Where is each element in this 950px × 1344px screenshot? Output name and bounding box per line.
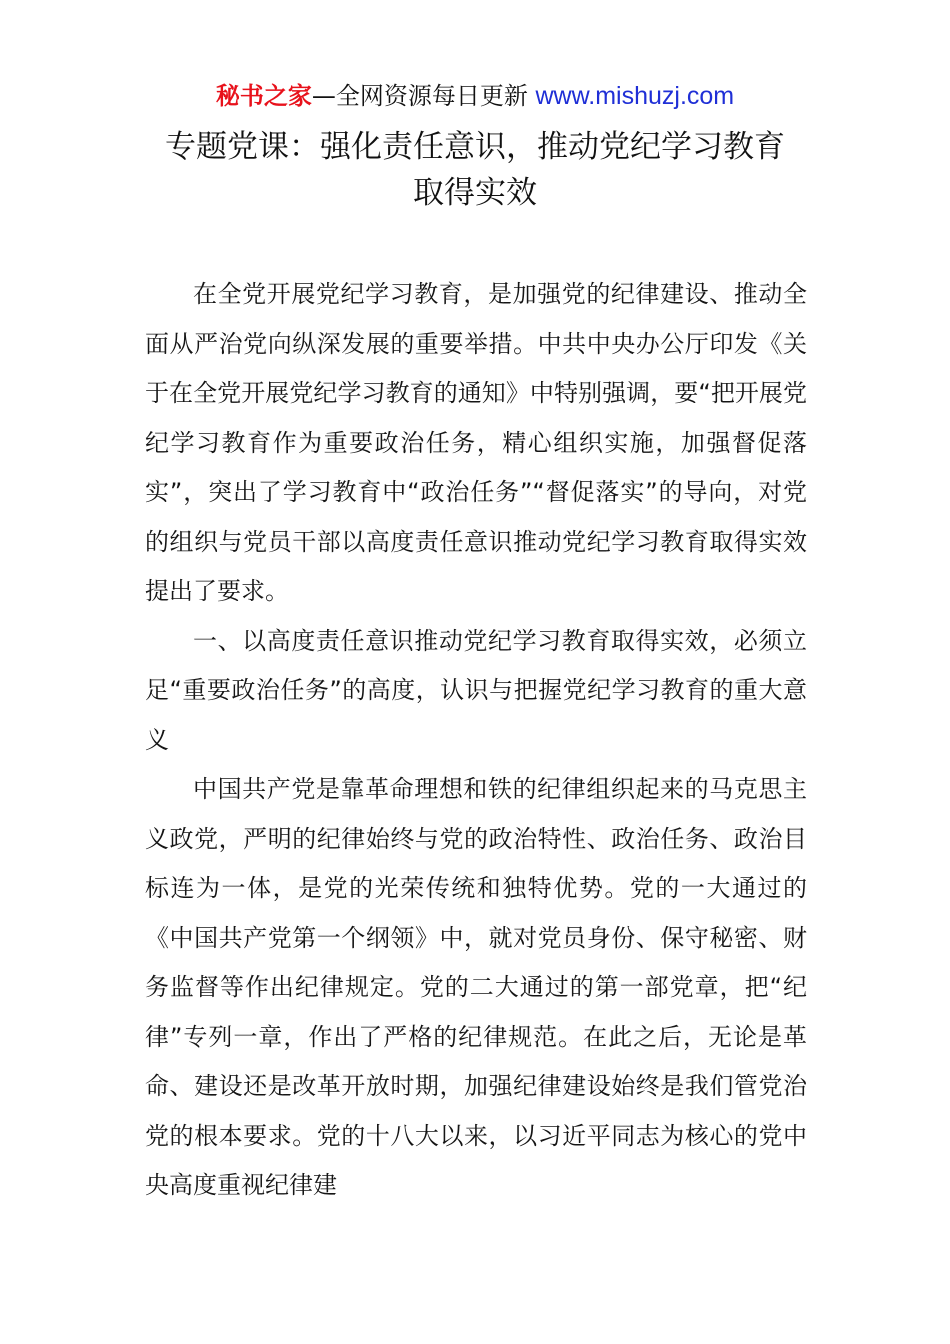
body-paragraph-history: 中国共产党是靠革命理想和铁的纪律组织起来的马克思主义政党，严明的纪律始终与党的政治特性、政治任务、政治目标连为一体，是党的光荣传统和独特优势。党的一大通过的《中国共产党第一个纲领》中，就对党员身份、保守秘密、财务监督等作出纪律规定。党的二大通过的第一部党章，把“纪律”专列一章，作出了严格的纪律规范。在此之后，无论是革命、建设还是改革开放时期，加强纪律建设始终是我们管党治党的根本要求。党的十八大以来，以习近平同志为核心的党中央高度重视纪律建 [145, 775, 807, 1199]
body-paragraph-intro: 在全党开展党纪学习教育，是加强党的纪律建设、推动全面从严治党向纵深发展的重要举措。中共中央办公厅印发《关于在全党开展党纪学习教育的通知》中特别强调，要“把开展党纪学习教育作为重要政治任务，精心组织实施，加强督促落实”，突出了学习教育中“政治任务”“督促落实”的导向，对党的组织与党员干部以高度责任意识推动党纪学习教育取得实效提出了要求。 [145, 280, 807, 605]
header-tagline: —全网资源每日更新 [311, 82, 528, 110]
document-title [0, 124, 950, 216]
page-header [0, 78, 950, 114]
title-line-2: 取得实效 [413, 175, 537, 211]
section-heading-1: 一、以高度责任意识推动党纪学习教育取得实效，必须立足“重要政治任务”的高度，认识与把握党纪学习教育的重大意义 [145, 626, 807, 754]
document-body [145, 270, 807, 1211]
website-link[interactable]: www.mishuzj.com [535, 82, 735, 110]
title-line-1: 专题党课：强化责任意识，推动党纪学习教育 [165, 129, 785, 165]
brand-name: 秘书之家 [215, 82, 312, 110]
